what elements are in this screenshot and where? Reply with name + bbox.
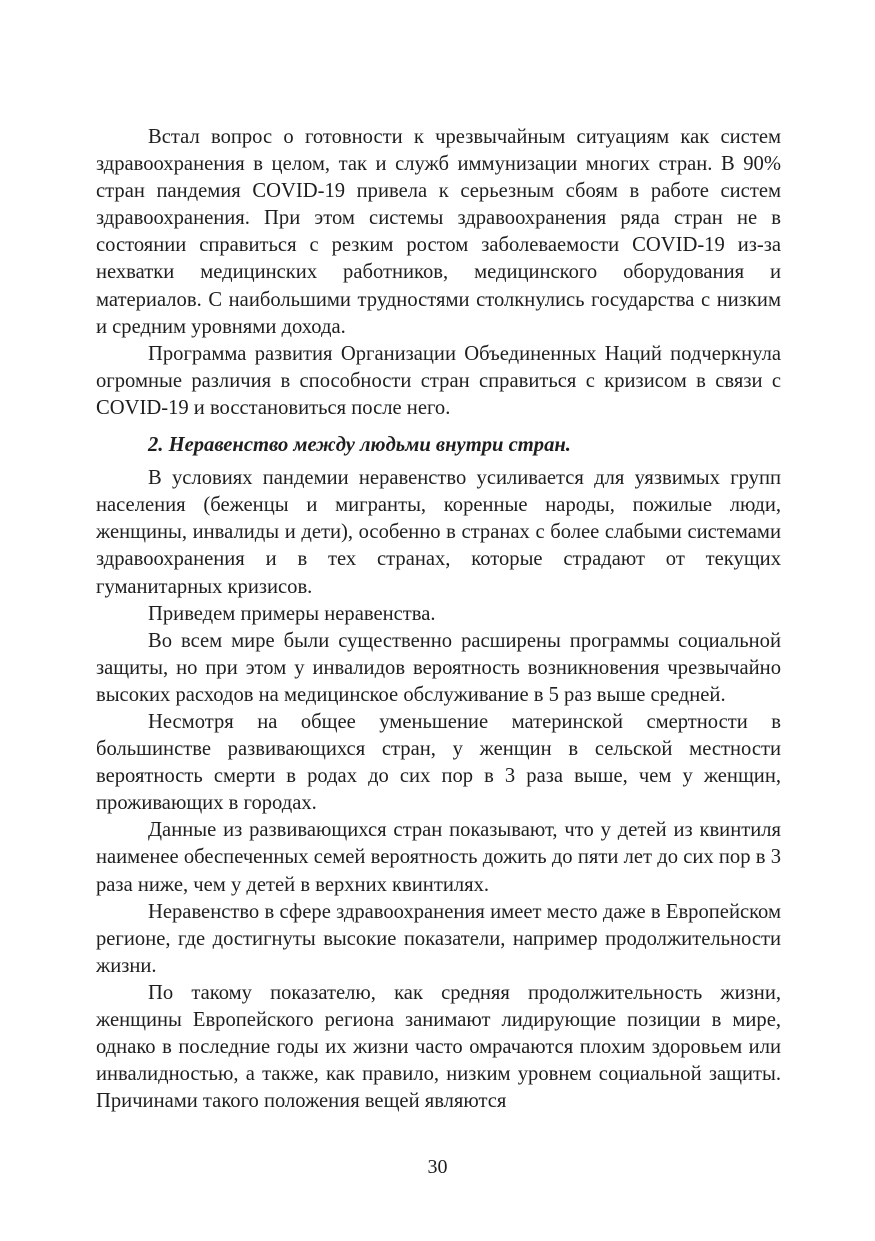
paragraph: Во всем мире были существенно расширены программы социальной защиты, но при этом у инвалидов вероятность возникновения чрезвычайно высоких расходов на медицинское обслуживание в 5 раз выше средней. xyxy=(96,629,781,706)
paragraph: Приведем примеры неравенства. xyxy=(148,602,436,625)
paragraph: Данные из развивающихся стран показывают, что у детей из квинтиля наименее обеспеченных семей вероятность дожить до пяти лет до сих пор в 3 раза ниже, чем у детей в верхних квинтилях. xyxy=(96,819,781,896)
paragraph: Несмотря на общее уменьшение материнской смертности в большинстве развивающихся стран, у женщин в сельской местности вероятность смерти в родах до сих пор в 3 раза выше, чем у женщин, проживающих в городах. xyxy=(96,710,781,815)
page-body xyxy=(96,124,781,1115)
section-heading: 2. Неравенство между людьми внутри стран. xyxy=(148,434,571,457)
paragraph: Встал вопрос о готовности к чрезвычайным ситуациям как систем здравоохранения в целом, так и служб иммунизации многих стран. В 90% стран пандемия COVID-19 привела к серьезным сбоям в работе систем здравоохранения. При этом системы здравоохранения ряда стран не в состоянии справиться с резким ростом заболеваемости COVID-19 из-за нехватки медицинских работников, медицинского оборудования и материалов. С наибольшими трудностями столкнулись государства с низким и средним уровнями дохода. xyxy=(96,126,781,338)
page-number: 30 xyxy=(427,1156,448,1178)
paragraph: Неравенство в сфере здравоохранения имеет место даже в Европейском регионе, где достигнуты высокие показатели, например продолжительности жизни. xyxy=(96,900,781,977)
paragraph: В условиях пандемии неравенство усиливается для уязвимых групп населения (беженцы и мигранты, коренные народы, пожилые люди, женщины, инвалиды и дети), особенно в странах с более слабыми системами здравоохранения и в тех странах, которые страдают от текущих гуманитарных кризисов. xyxy=(96,467,781,598)
paragraph: По такому показателю, как средняя продолжительность жизни, женщины Европейского региона занимают лидирующие позиции в мире, однако в последние годы их жизни часто омрачаются плохим здоровьем или инвалидностью, а также, как правило, низким уровнем социальной защиты. Причинами такого положения вещей являются xyxy=(96,981,781,1113)
paragraph: Программа развития Организации Объединенных Наций подчеркнула огромные различия в способности стран справиться с кризисом в связи с COVID-19 и восстановиться после него. xyxy=(96,342,781,419)
